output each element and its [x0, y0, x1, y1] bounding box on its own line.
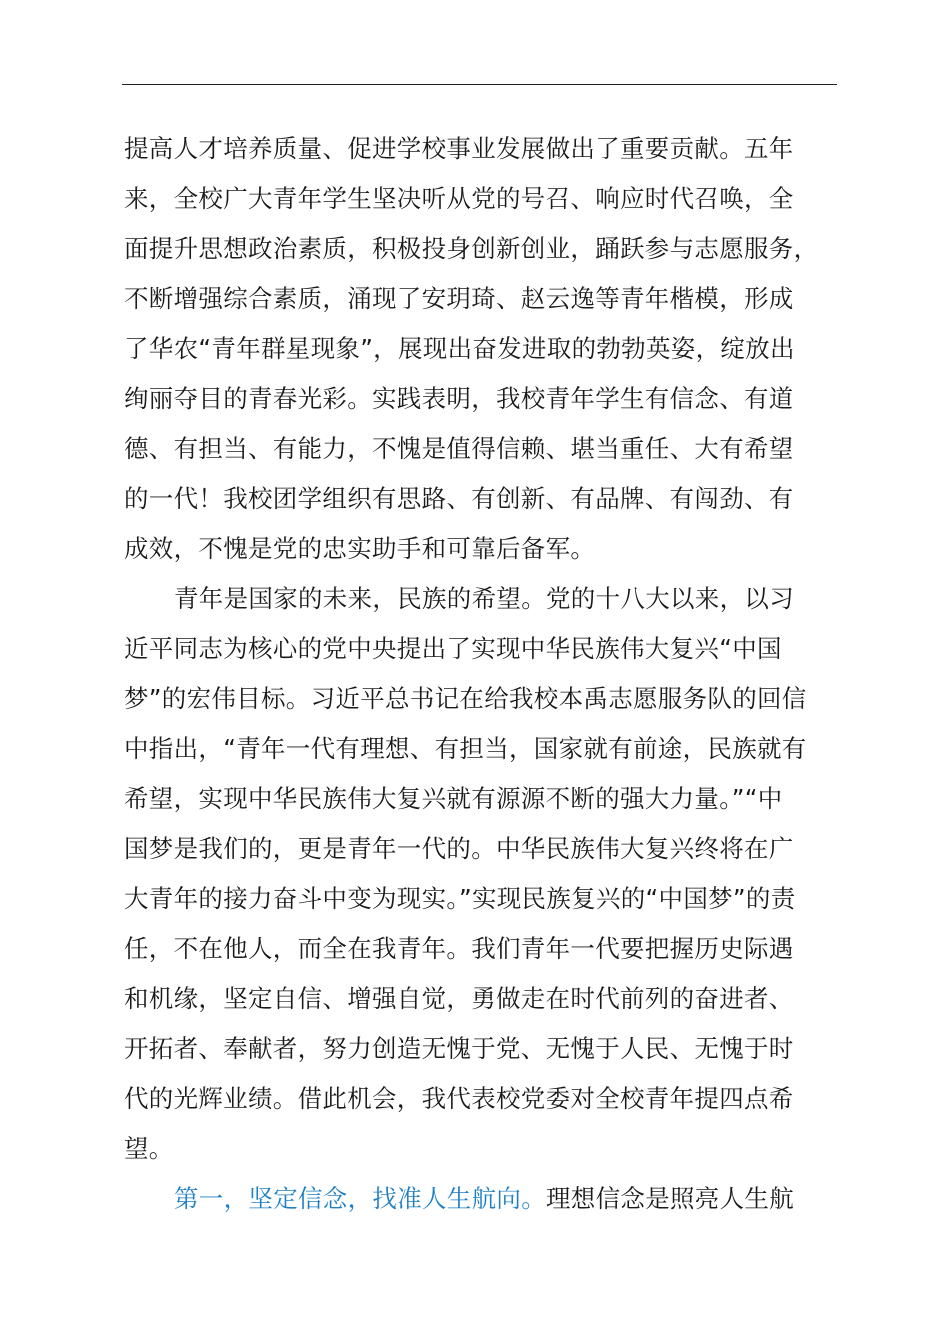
text-line: 了华农“青年群星现象”，展现出奋发进取的勃勃英姿，绽放出 — [124, 334, 795, 363]
text-line: 提高人才培养质量、促进学校事业发展做出了重要贡献。五年 — [124, 134, 794, 163]
text-line: 成效，不愧是党的忠实助手和可靠后备军。 — [124, 534, 596, 563]
text-line: 中指出，“青年一代有理想、有担当，国家就有前途，民族就有 — [124, 734, 807, 763]
text-line: 望。 — [124, 1134, 174, 1163]
section-text: 理想信念是照亮人生航 — [546, 1184, 794, 1213]
text-line: 梦”的宏伟目标。习近平总书记在给我校本禹志愿服务队的回信 — [124, 684, 807, 713]
text-line: 面提升思想政治素质，积极投身创新创业，踊跃参与志愿服务， — [124, 234, 819, 263]
text-line: 的一代！我校团学组织有思路、有创新、有品牌、有闯劲、有 — [124, 484, 794, 513]
text-line: 和机缘，坚定自信、增强自觉，勇做走在时代前列的奋进者、 — [124, 984, 794, 1013]
text-line: 开拓者、奉献者，努力创造无愧于党、无愧于人民、无愧于时 — [124, 1034, 794, 1063]
text-line: 任，不在他人，而全在我青年。我们青年一代要把握历史际遇 — [124, 934, 794, 963]
text-line: 国梦是我们的，更是青年一代的。中华民族伟大复兴终将在广 — [124, 834, 794, 863]
paragraph-start-line: 青年是国家的未来，民族的希望。党的十八大以来，以习 — [174, 584, 794, 613]
text-line: 不断增强综合素质，涌现了安玥琦、赵云逸等青年楷模，形成 — [124, 284, 794, 313]
section-heading-line — [124, 1174, 864, 1224]
text-line: 代的光辉业绩。借此机会，我代表校党委对全校青年提四点希 — [124, 1084, 794, 1113]
text-line: 大青年的接力奋斗中变为现实。”实现民族复兴的“中国梦”的责 — [124, 884, 796, 913]
text-line: 来，全校广大青年学生坚决听从党的号召、响应时代召唤，全 — [124, 184, 794, 213]
text-line: 近平同志为核心的党中央提出了实现中华民族伟大复兴“中国 — [124, 634, 782, 663]
document-body — [124, 124, 864, 1224]
text-line: 绚丽夺目的青春光彩。实践表明，我校青年学生有信念、有道 — [124, 384, 794, 413]
text-line: 希望，实现中华民族伟大复兴就有源源不断的强大力量。”“中 — [124, 784, 783, 813]
text-line: 德、有担当、有能力，不愧是值得信赖、堪当重任、大有希望 — [124, 434, 794, 463]
section-heading: 第一，坚定信念，找准人生航向。 — [174, 1184, 546, 1213]
header-rule — [122, 84, 837, 85]
